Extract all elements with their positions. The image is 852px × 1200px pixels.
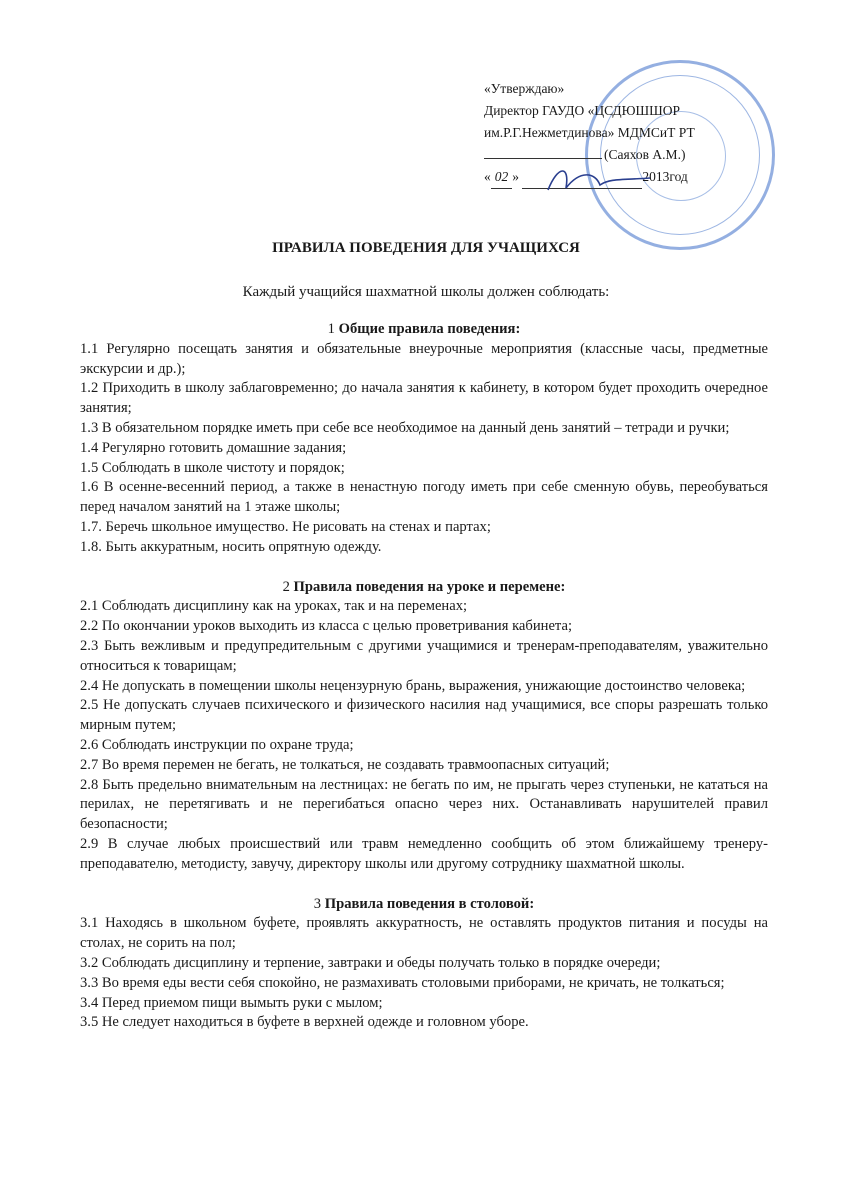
rule-item: 3.4 Перед приемом пищи вымыть руки с мылом; [80,994,383,1011]
rule-item: 3.3 Во время еды вести себя спокойно, не размахивать столовыми приборами, не кричать, не толкаться; [80,974,725,991]
rule-item: 2.8 Быть предельно внимательным на лестницах: не бегать по им, не прыгать через ступеньки, не кататься на перилах, не перетягивать и не перегибаться опасно через них. Останавливать нарушителей правил безопасности; [80,776,768,833]
document-title: ПРАВИЛА ПОВЕДЕНИЯ ДЛЯ УЧАЩИХСЯ [272,240,580,256]
approval-date: « 02 » 2013год [484,166,804,189]
rules-content [80,320,768,1033]
section-heading: 3 Правила поведения в столовой: [313,895,535,912]
approval-signer-name: (Саяхов А.М.) [484,144,804,166]
rule-item: 1.3 В обязательном порядке иметь при себе все необходимое на данный день занятий – тетради и ручки; [80,419,730,436]
approval-organization: им.Р.Г.Нежметдинова» МДМСиТ РТ [484,125,695,140]
rule-item: 1.6 В осенне-весенний период, а также в ненастную погоду иметь при себе сменную обувь, переобуваться перед началом занятий на 1 этаже школы; [80,479,768,516]
rule-item: 3.2 Соблюдать дисциплину и терпение, завтраки и обеды получать только в порядке очереди; [80,954,661,971]
rule-item: 2.3 Быть вежливым и предупредительным с другими учащимися и тренерам-преподавателям, уважительно относиться к товарищам; [80,637,768,674]
approval-block [484,78,804,189]
rule-item: 2.2 По окончании уроков выходить из класса с целью проветривания кабинета; [80,618,573,635]
rule-item: 3.5 Не следует находиться в буфете в верхней одежде и головном уборе. [80,1014,529,1031]
document-intro: Каждый учащийся шахматной школы должен соблюдать: [242,284,610,300]
rule-item: 1.4 Регулярно готовить домашние задания; [80,439,347,456]
section-heading: 2 Правила поведения на уроке и перемене: [282,578,566,595]
rule-item: 3.1 Находясь в школьном буфете, проявлять аккуратность, не оставлять продуктов питания и посуды на столах, не сорить на пол; [80,915,768,952]
approval-position: Директор ГАУДО «ЦСДЮШШОР [484,103,680,118]
rule-item: 1.8. Быть аккуратным, носить опрятную одежду. [80,538,382,555]
rule-item: 2.6 Соблюдать инструкции по охране труда; [80,736,354,753]
rule-item: 2.7 Во время перемен не бегать, не толкаться, не создавать травмоопасных ситуаций; [80,756,610,773]
rule-item: 2.4 Не допускать в помещении школы нецензурную брань, выражения, унижающие достоинство человека; [80,677,746,694]
rule-item: 1.1 Регулярно посещать занятия и обязательные внеурочные мероприятия (классные часы, предметные экскурсии и др.); [80,340,768,377]
rule-item: 2.9 В случае любых происшествий или травм немедленно сообщить об этом ближайшему тренеру-преподавателю, методисту, завучу, директору школы или другому сотруднику шахматной школы. [80,835,768,872]
rule-item: 1.2 Приходить в школу заблаговременно; до начала занятия к кабинету, в котором будет проходить очередное занятия; [80,380,768,417]
section-heading: 1 Общие правила поведения: [327,321,521,337]
approval-heading: «Утверждаю» [484,81,565,96]
date-day: 02 [491,166,513,189]
rule-item: 2.5 Не допускать случаев психического и физического насилия над учащимися, все споры разрешать только мирным путем; [80,697,768,734]
rule-item: 2.1 Соблюдать дисциплину как на уроках, так и на переменах; [80,598,468,615]
date-month [522,166,642,189]
rule-item: 1.7. Беречь школьное имущество. Не рисовать на стенах и партах; [80,518,491,535]
rule-item: 1.5 Соблюдать в школе чистоту и порядок; [80,459,345,476]
